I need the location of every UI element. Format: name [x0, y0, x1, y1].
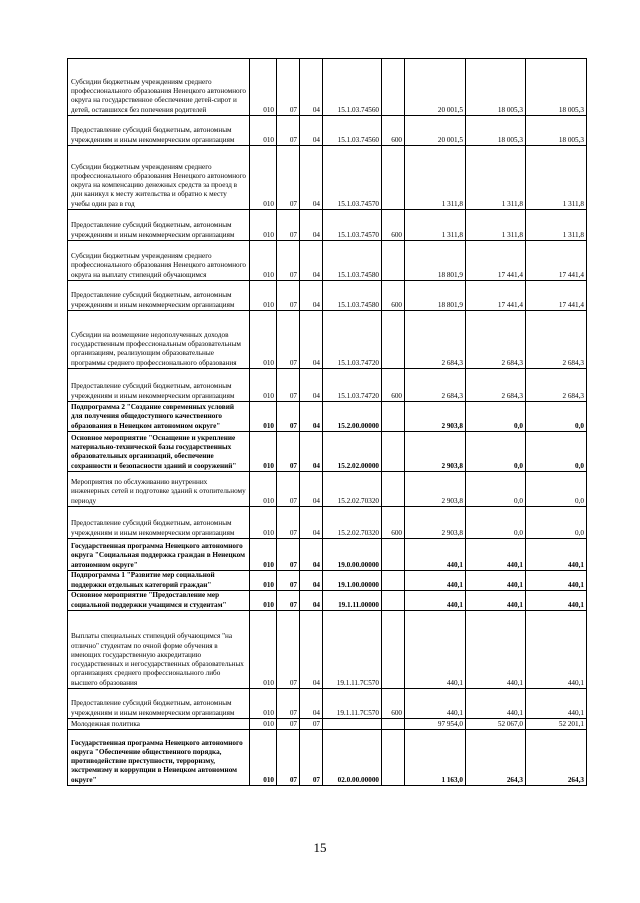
row-amount-3: 440,1 — [526, 611, 587, 689]
row-expense-type — [382, 311, 405, 369]
row-section-code: 07 — [277, 241, 300, 281]
row-name: Выплаты специальных стипендий обучающимся "на отлично" студентам по очной форме обучения в имеющих государственную аккредитацию государственных и негосударственных образовательных организациях среднего профессионального либо высшего образования — [68, 611, 250, 689]
table-row — [68, 402, 587, 432]
row-amount-2: 1 311,8 — [466, 146, 526, 210]
table-row — [68, 281, 587, 311]
row-subsection-code: 04 — [300, 611, 323, 689]
row-amount-1: 1 311,8 — [405, 146, 466, 210]
row-gl-code: 010 — [250, 591, 277, 611]
row-subsection-code: 04 — [300, 241, 323, 281]
row-expense-type — [382, 719, 405, 730]
row-target-code: 15.1.03.74570 — [323, 146, 382, 210]
row-target-code: 15.1.03.74580 — [323, 241, 382, 281]
row-target-code: 19.1.11.00000 — [323, 591, 382, 611]
row-expense-type — [382, 241, 405, 281]
row-amount-3: 0,0 — [526, 507, 587, 539]
row-amount-2: 18 005,3 — [466, 59, 526, 116]
row-amount-2: 264,3 — [466, 730, 526, 786]
row-section-code: 07 — [277, 571, 300, 591]
row-expense-type: 600 — [382, 689, 405, 719]
budget-table — [67, 58, 587, 786]
row-amount-3: 1 311,8 — [526, 146, 587, 210]
table-row — [68, 472, 587, 507]
row-amount-1: 440,1 — [405, 539, 466, 571]
row-gl-code: 010 — [250, 432, 277, 472]
table-row — [68, 507, 587, 539]
row-expense-type: 600 — [382, 369, 405, 402]
row-amount-3: 0,0 — [526, 472, 587, 507]
row-gl-code: 010 — [250, 59, 277, 116]
row-name: Предоставление субсидий бюджетным, автономным учреждениям и иным некоммерческим организациям — [68, 210, 250, 241]
row-gl-code: 010 — [250, 571, 277, 591]
row-gl-code: 010 — [250, 689, 277, 719]
row-amount-2: 17 441,4 — [466, 241, 526, 281]
row-expense-type — [382, 432, 405, 472]
row-amount-2: 0,0 — [466, 472, 526, 507]
table-row — [68, 539, 587, 571]
table-row — [68, 432, 587, 472]
row-amount-2: 1 311,8 — [466, 210, 526, 241]
row-amount-3: 0,0 — [526, 402, 587, 432]
row-gl-code: 010 — [250, 472, 277, 507]
row-gl-code: 010 — [250, 507, 277, 539]
row-amount-1: 2 903,8 — [405, 507, 466, 539]
row-amount-1: 2 903,8 — [405, 472, 466, 507]
row-amount-2: 0,0 — [466, 432, 526, 472]
row-subsection-code: 04 — [300, 311, 323, 369]
row-amount-3: 52 201,1 — [526, 719, 587, 730]
row-target-code: 19.1.11.7С570 — [323, 689, 382, 719]
row-amount-1: 440,1 — [405, 689, 466, 719]
row-subsection-code: 04 — [300, 689, 323, 719]
row-gl-code: 010 — [250, 719, 277, 730]
row-amount-2: 440,1 — [466, 689, 526, 719]
row-amount-1: 97 954,0 — [405, 719, 466, 730]
row-name: Государственная программа Ненецкого автономного округа "Социальная поддержка граждан в Ненецком автономном округе" — [68, 539, 250, 571]
row-target-code: 15.1.03.74580 — [323, 281, 382, 311]
row-gl-code: 010 — [250, 611, 277, 689]
row-gl-code: 010 — [250, 146, 277, 210]
row-subsection-code: 04 — [300, 591, 323, 611]
table-row — [68, 210, 587, 241]
row-amount-1: 20 001,5 — [405, 59, 466, 116]
row-amount-1: 18 801,9 — [405, 241, 466, 281]
row-amount-1: 2 903,8 — [405, 432, 466, 472]
row-subsection-code: 04 — [300, 146, 323, 210]
row-subsection-code: 04 — [300, 59, 323, 116]
row-amount-3: 264,3 — [526, 730, 587, 786]
row-subsection-code: 04 — [300, 402, 323, 432]
row-subsection-code: 04 — [300, 281, 323, 311]
row-subsection-code: 04 — [300, 472, 323, 507]
table-row — [68, 689, 587, 719]
row-amount-1: 1 163,0 — [405, 730, 466, 786]
table-row — [68, 719, 587, 730]
row-amount-2: 52 067,0 — [466, 719, 526, 730]
row-amount-2: 2 684,3 — [466, 369, 526, 402]
row-section-code: 07 — [277, 689, 300, 719]
row-gl-code: 010 — [250, 116, 277, 146]
row-name: Субсидии бюджетным учреждениям среднего профессионального образования Ненецкого автономного округа на государственное обеспечение детей-сирот и детей, оставшихся без попечения родителей — [68, 59, 250, 116]
row-section-code: 07 — [277, 591, 300, 611]
row-target-code: 15.1.03.74570 — [323, 210, 382, 241]
row-amount-2: 440,1 — [466, 571, 526, 591]
row-amount-1: 20 001,5 — [405, 116, 466, 146]
row-amount-1: 2 684,3 — [405, 369, 466, 402]
row-name: Субсидии на возмещение недополученных доходов государственным профессиональным образовательным организациям, реализующим образовательные программы среднего профессионального образования — [68, 311, 250, 369]
row-name: Мероприятия по обслуживанию внутренних инженерных сетей и подготовке зданий к отопительному периоду — [68, 472, 250, 507]
row-amount-3: 2 684,3 — [526, 311, 587, 369]
table-row — [68, 369, 587, 402]
row-expense-type: 600 — [382, 507, 405, 539]
row-section-code: 07 — [277, 116, 300, 146]
row-amount-2: 2 684,3 — [466, 311, 526, 369]
row-section-code: 07 — [277, 369, 300, 402]
row-target-code: 15.2.00.00000 — [323, 402, 382, 432]
row-name: Предоставление субсидий бюджетным, автономным учреждениям и иным некоммерческим организациям — [68, 116, 250, 146]
row-target-code: 19.1.00.00000 — [323, 571, 382, 591]
row-expense-type — [382, 571, 405, 591]
row-amount-3: 18 005,3 — [526, 116, 587, 146]
row-amount-3: 1 311,8 — [526, 210, 587, 241]
row-name: Предоставление субсидий бюджетным, автономным учреждениям и иным некоммерческим организациям — [68, 507, 250, 539]
row-subsection-code: 04 — [300, 116, 323, 146]
table-row — [68, 611, 587, 689]
row-amount-1: 1 311,8 — [405, 210, 466, 241]
row-amount-1: 2 903,8 — [405, 402, 466, 432]
table-row — [68, 591, 587, 611]
row-section-code: 07 — [277, 281, 300, 311]
row-amount-1: 440,1 — [405, 571, 466, 591]
row-amount-1: 2 684,3 — [405, 311, 466, 369]
row-subsection-code: 04 — [300, 210, 323, 241]
row-amount-3: 440,1 — [526, 689, 587, 719]
row-section-code: 07 — [277, 432, 300, 472]
row-subsection-code: 04 — [300, 539, 323, 571]
table-row — [68, 311, 587, 369]
row-gl-code: 010 — [250, 369, 277, 402]
row-gl-code: 010 — [250, 539, 277, 571]
row-target-code: 02.0.00.00000 — [323, 730, 382, 786]
row-target-code: 15.1.03.74720 — [323, 369, 382, 402]
row-gl-code: 010 — [250, 730, 277, 786]
row-target-code: 15.2.02.70320 — [323, 507, 382, 539]
row-section-code: 07 — [277, 402, 300, 432]
row-name: Предоставление субсидий бюджетным, автономным учреждениям и иным некоммерческим организациям — [68, 689, 250, 719]
page-number: 15 — [313, 840, 327, 855]
row-amount-3: 17 441,4 — [526, 281, 587, 311]
row-amount-3: 18 005,3 — [526, 59, 587, 116]
row-amount-1: 440,1 — [405, 611, 466, 689]
row-section-code: 07 — [277, 730, 300, 786]
row-subsection-code: 04 — [300, 369, 323, 402]
row-subsection-code: 04 — [300, 571, 323, 591]
row-name: Государственная программа Ненецкого автономного округа "Обеспечение общественного порядка, противодействие преступности, терроризму, экстремизму и коррупции в Ненецком автономном округе" — [68, 730, 250, 786]
table-row — [68, 116, 587, 146]
row-amount-2: 440,1 — [466, 611, 526, 689]
row-amount-3: 0,0 — [526, 432, 587, 472]
row-amount-3: 2 684,3 — [526, 369, 587, 402]
row-name: Субсидии бюджетным учреждениям среднего профессионального образования Ненецкого автономного округа на компенсацию денежных средств за проезд в дни каникул к месту жительства и обратно к месту учебы один раз в год — [68, 146, 250, 210]
row-amount-2: 440,1 — [466, 591, 526, 611]
row-expense-type — [382, 730, 405, 786]
row-target-code: 15.1.03.74560 — [323, 59, 382, 116]
row-amount-3: 17 441,4 — [526, 241, 587, 281]
row-expense-type — [382, 402, 405, 432]
row-amount-3: 440,1 — [526, 571, 587, 591]
row-target-code: 19.1.11.7С570 — [323, 611, 382, 689]
row-gl-code: 010 — [250, 402, 277, 432]
row-target-code: 19.0.00.00000 — [323, 539, 382, 571]
row-subsection-code: 04 — [300, 507, 323, 539]
row-target-code: 15.2.02.70320 — [323, 472, 382, 507]
table-row — [68, 59, 587, 116]
row-expense-type: 600 — [382, 210, 405, 241]
row-gl-code: 010 — [250, 281, 277, 311]
row-name: Основное мероприятие "Предоставление мер социальной поддержки учащимся и студентам" — [68, 591, 250, 611]
row-amount-2: 440,1 — [466, 539, 526, 571]
row-expense-type: 600 — [382, 281, 405, 311]
row-amount-3: 440,1 — [526, 539, 587, 571]
row-subsection-code: 04 — [300, 432, 323, 472]
row-name: Подпрограмма 1 "Развитие мер социальной поддержки отдельных категорий граждан" — [68, 571, 250, 591]
row-subsection-code: 07 — [300, 730, 323, 786]
row-name: Молодежная политика — [68, 719, 250, 730]
row-section-code: 07 — [277, 146, 300, 210]
table-row — [68, 146, 587, 210]
row-section-code: 07 — [277, 311, 300, 369]
row-amount-1: 440,1 — [405, 591, 466, 611]
row-gl-code: 010 — [250, 241, 277, 281]
row-name: Субсидии бюджетным учреждениям среднего профессионального образования Ненецкого автономного округа на выплату стипендий обучающимся — [68, 241, 250, 281]
row-amount-2: 18 005,3 — [466, 116, 526, 146]
row-subsection-code: 07 — [300, 719, 323, 730]
table-row — [68, 571, 587, 591]
row-target-code — [323, 719, 382, 730]
row-name: Основное мероприятие "Оснащение и укрепление материально-технической базы государственных образовательных организаций, обеспечение сохранности и безопасности зданий и сооружений" — [68, 432, 250, 472]
row-amount-2: 17 441,4 — [466, 281, 526, 311]
table-row — [68, 241, 587, 281]
row-amount-2: 0,0 — [466, 507, 526, 539]
row-gl-code: 010 — [250, 311, 277, 369]
row-expense-type — [382, 591, 405, 611]
table-row — [68, 730, 587, 786]
row-section-code: 07 — [277, 507, 300, 539]
row-section-code: 07 — [277, 210, 300, 241]
row-name: Предоставление субсидий бюджетным, автономным учреждениям и иным некоммерческим организациям — [68, 369, 250, 402]
row-name: Предоставление субсидий бюджетным, автономным учреждениям и иным некоммерческим организациям — [68, 281, 250, 311]
row-name: Подпрограмма 2 "Создание современных условий для получения общедоступного качественного образования в Ненецком автономном округе" — [68, 402, 250, 432]
row-gl-code: 010 — [250, 210, 277, 241]
row-target-code: 15.1.03.74720 — [323, 311, 382, 369]
row-section-code: 07 — [277, 472, 300, 507]
row-target-code: 15.1.03.74560 — [323, 116, 382, 146]
row-section-code: 07 — [277, 59, 300, 116]
row-section-code: 07 — [277, 539, 300, 571]
row-expense-type: 600 — [382, 116, 405, 146]
row-amount-2: 0,0 — [466, 402, 526, 432]
row-amount-1: 18 801,9 — [405, 281, 466, 311]
row-target-code: 15.2.02.00000 — [323, 432, 382, 472]
row-expense-type — [382, 539, 405, 571]
row-expense-type — [382, 611, 405, 689]
row-expense-type — [382, 146, 405, 210]
row-expense-type — [382, 472, 405, 507]
row-section-code: 07 — [277, 719, 300, 730]
row-section-code: 07 — [277, 611, 300, 689]
row-amount-3: 440,1 — [526, 591, 587, 611]
row-expense-type — [382, 59, 405, 116]
